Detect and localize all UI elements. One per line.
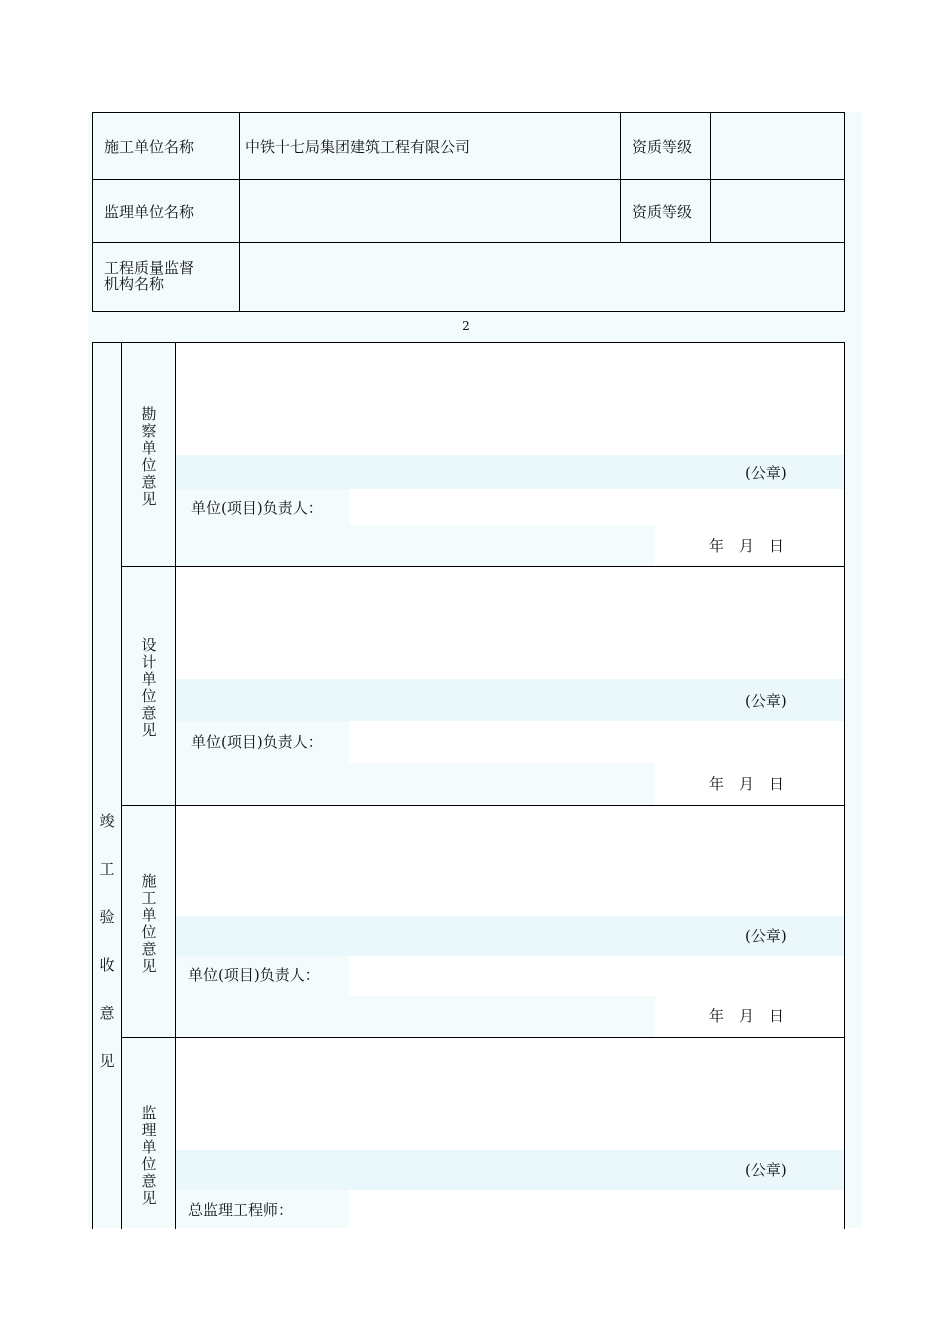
- design-opinion-area[interactable]: [176, 567, 844, 679]
- survey-date: 年 月 日: [709, 537, 785, 555]
- design-signer-field[interactable]: [349, 721, 844, 763]
- seal-band: [176, 679, 844, 721]
- construction-opinion-area[interactable]: [176, 806, 844, 916]
- contractor-value[interactable]: 中铁十七局集团建筑工程有限公司: [245, 138, 471, 156]
- supervisor-label: 监理单位名称: [104, 203, 195, 221]
- acceptance-table: [92, 342, 845, 1229]
- quality-agency-value[interactable]: [245, 268, 825, 286]
- design-signer-label: 单位(项目)负责人：: [191, 733, 323, 751]
- quality-agency-label-line2: 机构名称: [104, 275, 165, 293]
- contractor-label: 施工单位名称: [104, 138, 195, 156]
- col-divider: [93, 113, 711, 243]
- survey-opinion-area[interactable]: [176, 343, 844, 455]
- supervision-section-label: 监理单位意见: [141, 1104, 157, 1207]
- seal-band: [176, 1150, 844, 1190]
- page-number: 2: [462, 319, 470, 333]
- supervision-seal: (公章): [745, 1161, 787, 1179]
- supervision-signer-field[interactable]: [349, 1190, 844, 1229]
- seal-band: [176, 916, 844, 956]
- supervision-opinion-area[interactable]: [176, 1038, 844, 1150]
- qualification-value-2[interactable]: [721, 203, 831, 221]
- design-date: 年 月 日: [709, 775, 785, 793]
- supervision-signer-label: 总监理工程师：: [188, 1201, 294, 1219]
- qualification-value-1[interactable]: [721, 138, 831, 156]
- supervisor-value[interactable]: [245, 203, 605, 221]
- qualification-label-2: 资质等级: [632, 203, 693, 221]
- acceptance-title: 竣工验收意见: [99, 812, 115, 1070]
- qualification-label-1: 资质等级: [632, 138, 693, 156]
- header-table: [92, 112, 845, 312]
- construction-signer-label: 单位(项目)负责人：: [188, 966, 320, 984]
- construction-section-label: 施工单位意见: [141, 872, 157, 975]
- construction-date: 年 月 日: [709, 1007, 785, 1025]
- design-section-label: 设计单位意见: [141, 636, 157, 739]
- survey-seal: (公章): [745, 464, 787, 482]
- construction-seal: (公章): [745, 927, 787, 945]
- seal-band: [176, 455, 844, 489]
- survey-section-label: 勘察单位意见: [141, 405, 157, 508]
- survey-signer-field[interactable]: [349, 489, 844, 525]
- design-seal: (公章): [745, 692, 787, 710]
- survey-signer-label: 单位(项目)负责人：: [191, 499, 323, 517]
- quality-agency-label-line1: 工程质量监督: [104, 259, 195, 277]
- construction-signer-field[interactable]: [349, 956, 844, 996]
